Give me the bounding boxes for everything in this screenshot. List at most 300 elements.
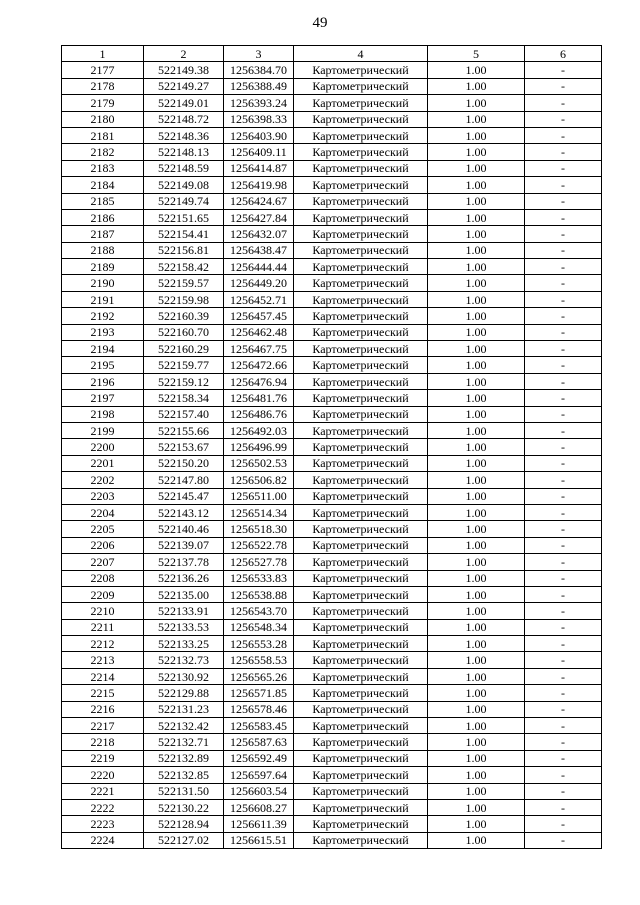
y-coordinate-cell: 1256527.78 [224,554,294,570]
y-coordinate-cell: 1256553.28 [224,636,294,652]
accuracy-cell: 1.00 [428,570,525,586]
accuracy-cell: 1.00 [428,718,525,734]
table-row [62,504,602,520]
description-cell: - [525,209,602,225]
y-coordinate-cell: 1256449.20 [224,275,294,291]
accuracy-cell: 1.00 [428,324,525,340]
method-cell: Картометрический [294,242,428,258]
point-number-cell: 2216 [62,701,144,717]
x-coordinate-cell: 522149.74 [144,193,224,209]
method-cell: Картометрический [294,472,428,488]
x-coordinate-cell: 522137.78 [144,554,224,570]
table-row [62,636,602,652]
table-row [62,685,602,701]
method-cell: Картометрический [294,259,428,275]
x-coordinate-cell: 522131.23 [144,701,224,717]
method-cell: Картометрический [294,422,428,438]
x-coordinate-cell: 522155.66 [144,422,224,438]
y-coordinate-cell: 1256467.75 [224,341,294,357]
y-coordinate-cell: 1256444.44 [224,259,294,275]
method-cell: Картометрический [294,652,428,668]
point-number-cell: 2184 [62,177,144,193]
accuracy-cell: 1.00 [428,767,525,783]
accuracy-cell: 1.00 [428,291,525,307]
accuracy-cell: 1.00 [428,537,525,553]
table-row [62,357,602,373]
x-coordinate-cell: 522149.01 [144,95,224,111]
point-number-cell: 2207 [62,554,144,570]
y-coordinate-cell: 1256514.34 [224,504,294,520]
point-number-cell: 2213 [62,652,144,668]
y-coordinate-cell: 1256398.33 [224,111,294,127]
method-cell: Картометрический [294,734,428,750]
header-cell-1: 1 [62,46,144,62]
accuracy-cell: 1.00 [428,685,525,701]
table-row [62,341,602,357]
description-cell: - [525,291,602,307]
y-coordinate-cell: 1256452.71 [224,291,294,307]
accuracy-cell: 1.00 [428,177,525,193]
x-coordinate-cell: 522154.41 [144,226,224,242]
x-coordinate-cell: 522128.94 [144,816,224,832]
point-number-cell: 2178 [62,78,144,94]
accuracy-cell: 1.00 [428,127,525,143]
method-cell: Картометрический [294,439,428,455]
method-cell: Картометрический [294,718,428,734]
table-row [62,767,602,783]
accuracy-cell: 1.00 [428,111,525,127]
method-cell: Картометрический [294,144,428,160]
description-cell: - [525,324,602,340]
description-cell: - [525,554,602,570]
x-coordinate-cell: 522149.27 [144,78,224,94]
description-cell: - [525,799,602,815]
description-cell: - [525,111,602,127]
point-number-cell: 2192 [62,308,144,324]
table-row [62,701,602,717]
description-cell: - [525,259,602,275]
table-row [62,111,602,127]
table-row [62,439,602,455]
y-coordinate-cell: 1256578.46 [224,701,294,717]
method-cell: Картометрический [294,537,428,553]
table-row [62,619,602,635]
x-coordinate-cell: 522159.12 [144,373,224,389]
accuracy-cell: 1.00 [428,144,525,160]
accuracy-cell: 1.00 [428,209,525,225]
point-number-cell: 2182 [62,144,144,160]
point-number-cell: 2222 [62,799,144,815]
table-row [62,209,602,225]
point-number-cell: 2215 [62,685,144,701]
description-cell: - [525,668,602,684]
point-number-cell: 2201 [62,455,144,471]
point-number-cell: 2177 [62,62,144,78]
table-row [62,570,602,586]
table-row [62,127,602,143]
method-cell: Картометрический [294,455,428,471]
accuracy-cell: 1.00 [428,783,525,799]
table-row [62,62,602,78]
description-cell: - [525,373,602,389]
table-row [62,373,602,389]
point-number-cell: 2202 [62,472,144,488]
accuracy-cell: 1.00 [428,652,525,668]
x-coordinate-cell: 522132.42 [144,718,224,734]
method-cell: Картометрический [294,324,428,340]
x-coordinate-cell: 522127.02 [144,832,224,848]
accuracy-cell: 1.00 [428,455,525,471]
method-cell: Картометрический [294,357,428,373]
point-number-cell: 2209 [62,586,144,602]
point-number-cell: 2221 [62,783,144,799]
point-number-cell: 2191 [62,291,144,307]
accuracy-cell: 1.00 [428,341,525,357]
y-coordinate-cell: 1256462.48 [224,324,294,340]
y-coordinate-cell: 1256533.83 [224,570,294,586]
header-cell-4: 4 [294,46,428,62]
table-row [62,832,602,848]
point-number-cell: 2183 [62,160,144,176]
description-cell: - [525,341,602,357]
table-row [62,783,602,799]
method-cell: Картометрический [294,701,428,717]
y-coordinate-cell: 1256583.45 [224,718,294,734]
method-cell: Картометрический [294,406,428,422]
point-number-cell: 2217 [62,718,144,734]
method-cell: Картометрический [294,488,428,504]
method-cell: Картометрический [294,127,428,143]
table-row [62,406,602,422]
x-coordinate-cell: 522158.42 [144,259,224,275]
y-coordinate-cell: 1256388.49 [224,78,294,94]
y-coordinate-cell: 1256538.88 [224,586,294,602]
method-cell: Картометрический [294,636,428,652]
table-row [62,390,602,406]
point-number-cell: 2186 [62,209,144,225]
point-number-cell: 2218 [62,734,144,750]
point-number-cell: 2180 [62,111,144,127]
accuracy-cell: 1.00 [428,78,525,94]
point-number-cell: 2219 [62,750,144,766]
table-row [62,259,602,275]
x-coordinate-cell: 522140.46 [144,521,224,537]
description-cell: - [525,406,602,422]
method-cell: Картометрический [294,767,428,783]
description-cell: - [525,78,602,94]
x-coordinate-cell: 522159.98 [144,291,224,307]
accuracy-cell: 1.00 [428,603,525,619]
point-number-cell: 2190 [62,275,144,291]
y-coordinate-cell: 1256419.98 [224,177,294,193]
accuracy-cell: 1.00 [428,193,525,209]
y-coordinate-cell: 1256611.39 [224,816,294,832]
y-coordinate-cell: 1256457.45 [224,308,294,324]
description-cell: - [525,718,602,734]
accuracy-cell: 1.00 [428,701,525,717]
method-cell: Картометрический [294,685,428,701]
x-coordinate-cell: 522157.40 [144,406,224,422]
y-coordinate-cell: 1256403.90 [224,127,294,143]
method-cell: Картометрический [294,832,428,848]
method-cell: Картометрический [294,209,428,225]
y-coordinate-cell: 1256496.99 [224,439,294,455]
x-coordinate-cell: 522147.80 [144,472,224,488]
accuracy-cell: 1.00 [428,734,525,750]
description-cell: - [525,308,602,324]
description-cell: - [525,767,602,783]
accuracy-cell: 1.00 [428,488,525,504]
y-coordinate-cell: 1256414.87 [224,160,294,176]
method-cell: Картометрический [294,78,428,94]
point-number-cell: 2187 [62,226,144,242]
table-row [62,95,602,111]
x-coordinate-cell: 522132.71 [144,734,224,750]
y-coordinate-cell: 1256492.03 [224,422,294,438]
y-coordinate-cell: 1256506.82 [224,472,294,488]
point-number-cell: 2208 [62,570,144,586]
method-cell: Картометрический [294,308,428,324]
point-number-cell: 2203 [62,488,144,504]
point-number-cell: 2198 [62,406,144,422]
y-coordinate-cell: 1256543.70 [224,603,294,619]
x-coordinate-cell: 522143.12 [144,504,224,520]
description-cell: - [525,619,602,635]
point-number-cell: 2185 [62,193,144,209]
accuracy-cell: 1.00 [428,636,525,652]
y-coordinate-cell: 1256384.70 [224,62,294,78]
point-number-cell: 2212 [62,636,144,652]
accuracy-cell: 1.00 [428,357,525,373]
y-coordinate-cell: 1256409.11 [224,144,294,160]
table-row [62,816,602,832]
point-number-cell: 2224 [62,832,144,848]
accuracy-cell: 1.00 [428,422,525,438]
table-row [62,718,602,734]
description-cell: - [525,472,602,488]
accuracy-cell: 1.00 [428,586,525,602]
point-number-cell: 2197 [62,390,144,406]
y-coordinate-cell: 1256571.85 [224,685,294,701]
x-coordinate-cell: 522129.88 [144,685,224,701]
method-cell: Картометрический [294,619,428,635]
x-coordinate-cell: 522131.50 [144,783,224,799]
y-coordinate-cell: 1256608.27 [224,799,294,815]
method-cell: Картометрический [294,390,428,406]
table-row [62,324,602,340]
method-cell: Картометрический [294,62,428,78]
accuracy-cell: 1.00 [428,226,525,242]
accuracy-cell: 1.00 [428,668,525,684]
x-coordinate-cell: 522158.34 [144,390,224,406]
table-row [62,668,602,684]
description-cell: - [525,160,602,176]
method-cell: Картометрический [294,341,428,357]
accuracy-cell: 1.00 [428,799,525,815]
x-coordinate-cell: 522160.70 [144,324,224,340]
x-coordinate-cell: 522132.89 [144,750,224,766]
accuracy-cell: 1.00 [428,259,525,275]
description-cell: - [525,357,602,373]
description-cell: - [525,390,602,406]
x-coordinate-cell: 522148.36 [144,127,224,143]
accuracy-cell: 1.00 [428,406,525,422]
y-coordinate-cell: 1256565.26 [224,668,294,684]
method-cell: Картометрический [294,226,428,242]
header-cell-6: 6 [525,46,602,62]
table-row [62,160,602,176]
point-number-cell: 2188 [62,242,144,258]
accuracy-cell: 1.00 [428,521,525,537]
accuracy-cell: 1.00 [428,390,525,406]
x-coordinate-cell: 522136.26 [144,570,224,586]
description-cell: - [525,275,602,291]
description-cell: - [525,439,602,455]
table-row [62,193,602,209]
page-number: 49 [312,15,328,31]
description-cell: - [525,62,602,78]
description-cell: - [525,488,602,504]
point-number-cell: 2194 [62,341,144,357]
header-row [62,46,602,62]
table-row [62,537,602,553]
method-cell: Картометрический [294,783,428,799]
y-coordinate-cell: 1256424.67 [224,193,294,209]
y-coordinate-cell: 1256597.64 [224,767,294,783]
point-number-cell: 2196 [62,373,144,389]
description-cell: - [525,422,602,438]
table-row [62,521,602,537]
y-coordinate-cell: 1256518.30 [224,521,294,537]
accuracy-cell: 1.00 [428,95,525,111]
description-cell: - [525,734,602,750]
y-coordinate-cell: 1256615.51 [224,832,294,848]
accuracy-cell: 1.00 [428,750,525,766]
x-coordinate-cell: 522159.57 [144,275,224,291]
method-cell: Картометрический [294,521,428,537]
point-number-cell: 2179 [62,95,144,111]
x-coordinate-cell: 522133.25 [144,636,224,652]
method-cell: Картометрический [294,668,428,684]
y-coordinate-cell: 1256548.34 [224,619,294,635]
table-row [62,799,602,815]
description-cell: - [525,95,602,111]
table-row [62,652,602,668]
description-cell: - [525,816,602,832]
description-cell: - [525,750,602,766]
x-coordinate-cell: 522148.72 [144,111,224,127]
description-cell: - [525,586,602,602]
y-coordinate-cell: 1256603.54 [224,783,294,799]
y-coordinate-cell: 1256472.66 [224,357,294,373]
table-row [62,488,602,504]
description-cell: - [525,226,602,242]
x-coordinate-cell: 522148.59 [144,160,224,176]
method-cell: Картометрический [294,275,428,291]
table-row [62,750,602,766]
point-number-cell: 2220 [62,767,144,783]
x-coordinate-cell: 522149.38 [144,62,224,78]
x-coordinate-cell: 522150.20 [144,455,224,471]
table-row [62,603,602,619]
description-cell: - [525,193,602,209]
point-number-cell: 2204 [62,504,144,520]
y-coordinate-cell: 1256427.84 [224,209,294,225]
table-row [62,242,602,258]
method-cell: Картометрический [294,554,428,570]
description-cell: - [525,570,602,586]
accuracy-cell: 1.00 [428,832,525,848]
point-number-cell: 2211 [62,619,144,635]
table-row [62,177,602,193]
method-cell: Картометрический [294,177,428,193]
x-coordinate-cell: 522133.91 [144,603,224,619]
point-number-cell: 2210 [62,603,144,619]
method-cell: Картометрический [294,291,428,307]
header-cell-2: 2 [144,46,224,62]
table-row [62,472,602,488]
y-coordinate-cell: 1256481.76 [224,390,294,406]
accuracy-cell: 1.00 [428,439,525,455]
point-number-cell: 2205 [62,521,144,537]
y-coordinate-cell: 1256486.76 [224,406,294,422]
table-row [62,275,602,291]
coordinates-table [61,45,602,849]
method-cell: Картометрический [294,95,428,111]
method-cell: Картометрический [294,504,428,520]
description-cell: - [525,603,602,619]
x-coordinate-cell: 522130.92 [144,668,224,684]
description-cell: - [525,127,602,143]
table-row [62,734,602,750]
table-row [62,78,602,94]
method-cell: Картометрический [294,373,428,389]
point-number-cell: 2200 [62,439,144,455]
table-row [62,554,602,570]
y-coordinate-cell: 1256432.07 [224,226,294,242]
x-coordinate-cell: 522133.53 [144,619,224,635]
method-cell: Картометрический [294,570,428,586]
method-cell: Картометрический [294,193,428,209]
accuracy-cell: 1.00 [428,619,525,635]
x-coordinate-cell: 522156.81 [144,242,224,258]
x-coordinate-cell: 522160.39 [144,308,224,324]
method-cell: Картометрический [294,160,428,176]
y-coordinate-cell: 1256511.00 [224,488,294,504]
point-number-cell: 2214 [62,668,144,684]
point-number-cell: 2189 [62,259,144,275]
x-coordinate-cell: 522153.67 [144,439,224,455]
description-cell: - [525,685,602,701]
accuracy-cell: 1.00 [428,62,525,78]
table-row [62,144,602,160]
table-row [62,308,602,324]
description-cell: - [525,521,602,537]
table-row [62,455,602,471]
x-coordinate-cell: 522130.22 [144,799,224,815]
x-coordinate-cell: 522160.29 [144,341,224,357]
description-cell: - [525,537,602,553]
point-number-cell: 2223 [62,816,144,832]
y-coordinate-cell: 1256393.24 [224,95,294,111]
x-coordinate-cell: 522139.07 [144,537,224,553]
description-cell: - [525,701,602,717]
accuracy-cell: 1.00 [428,816,525,832]
point-number-cell: 2195 [62,357,144,373]
method-cell: Картометрический [294,750,428,766]
description-cell: - [525,177,602,193]
y-coordinate-cell: 1256502.53 [224,455,294,471]
